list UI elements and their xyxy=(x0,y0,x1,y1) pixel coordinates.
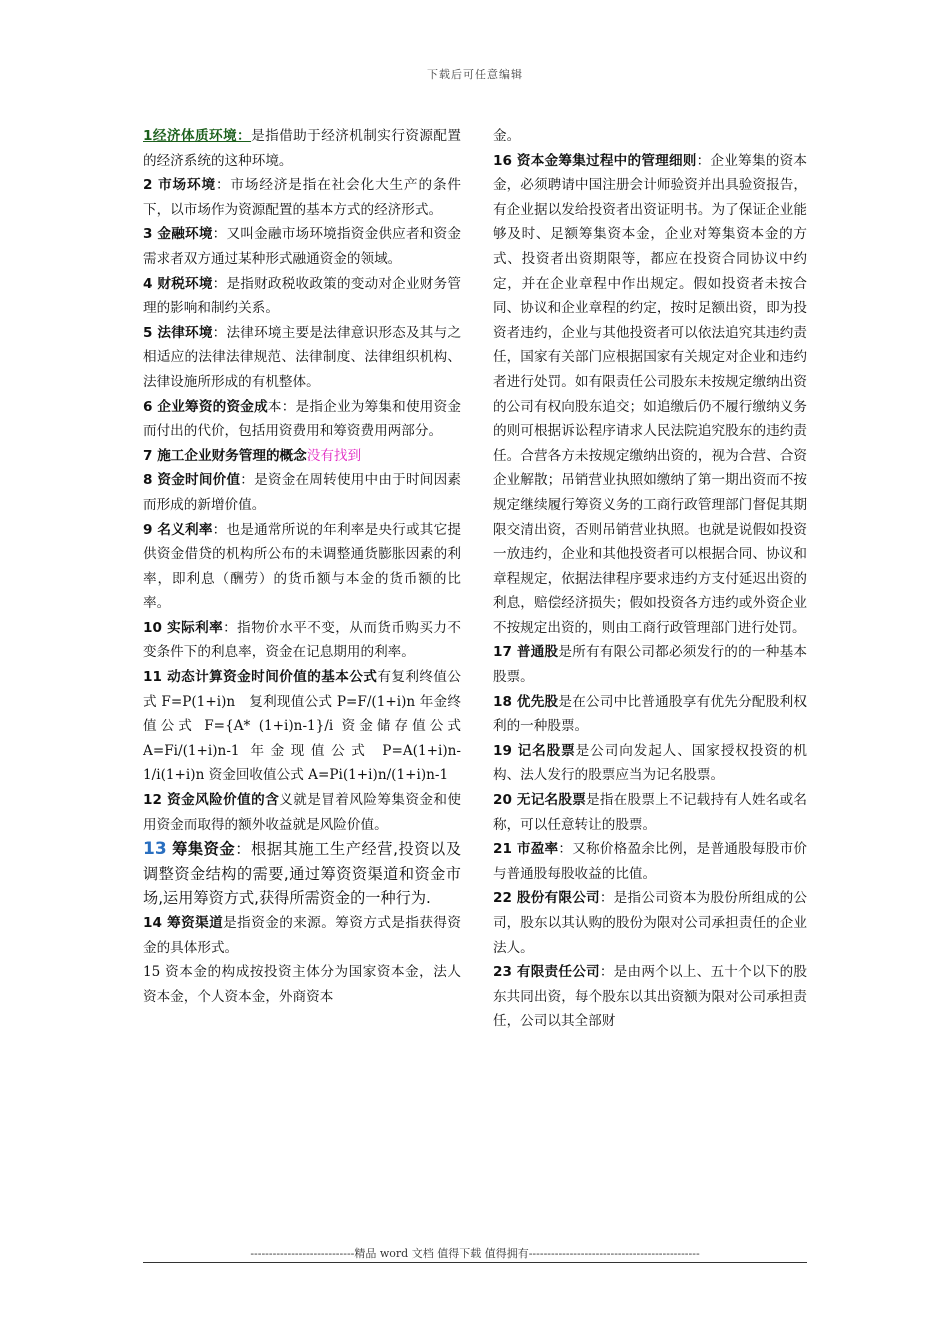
entry-8: 8 资金时间价值：是资金在周转使用中由于时间因素而形成的新增价值。 xyxy=(143,472,462,513)
entry-7-label: 7 施工企业财务管理的概念 xyxy=(143,447,307,464)
entry-21-label: 21 市盈率 xyxy=(493,841,559,858)
entry-22: 22 股份有限公司：是指公司资本为股份所组成的公司，股东以其认购的股份为限对公司承担责任的企业法人。 xyxy=(493,890,808,956)
entry-7 xyxy=(143,444,461,469)
left-column xyxy=(143,124,461,1009)
entry-13-number: 13 xyxy=(143,839,167,860)
entry-7-note: 没有找到 xyxy=(306,447,362,464)
entry-3: 3 金融环境：又叫金融市场环境指资金供应者和资金需求者双方通过某种形式融通资金的领域。 xyxy=(143,226,462,267)
entry-22-label: 22 股份有限公司 xyxy=(493,890,600,907)
footer-divider xyxy=(143,1262,807,1263)
entry-13-label: 筹集资金 xyxy=(172,840,236,859)
entry-10: 10 实际利率：指物价水平不变，从而货币购买力不变条件下的利息率，资金在记息期用的利率。 xyxy=(143,619,462,661)
entry-2-label: 2 市场环境 xyxy=(143,177,216,194)
entry-2: 2 市场环境：市场经济是指在社会化大生产的条件下，以市场作为资源配置的基本方式的经济形式。 xyxy=(143,177,462,218)
entry-18: 18 优先股是在公司中比普通股享有优先分配股利权利的一种股票。 xyxy=(493,693,808,735)
entry-17: 17 普通股是所有有限公司都必须发行的的一种基本股票。 xyxy=(493,644,808,686)
entry-5-label: 5 法律环境 xyxy=(143,324,213,341)
entry-16-label: 16 资本金筹集过程中的管理细则 xyxy=(493,152,697,169)
entry-9-label: 9 名义利率 xyxy=(143,521,213,538)
page-header: 下载后可任意编辑 xyxy=(427,68,523,81)
entry-4-label: 4 财税环境 xyxy=(143,275,213,292)
entry-19-label: 19 记名股票 xyxy=(493,742,576,759)
entry-1: 1经济体质环境：是指借助于经济机制实行资源配置的经济系统的这种环境。 xyxy=(143,128,462,169)
entry-14: 14 筹资渠道是指资金的来源。筹资方式是指获得资金的具体形式。 xyxy=(143,915,462,956)
entry-20-label: 20 无记名股票 xyxy=(493,792,587,809)
entry-12-label: 12 资金风险价值的含 xyxy=(143,792,280,809)
entry-17-label: 17 普通股 xyxy=(493,644,559,661)
entry-6: 6 企业筹资的资金成本：是指企业为筹集和使用资金而付出的代价，包括用资费用和筹资费用两部分。 xyxy=(143,398,462,440)
entry-20: 20 无记名股票是指在股票上不记载持有人姓名或名称，可以任意转让的股票。 xyxy=(493,792,808,833)
entry-11-label: 11 动态计算资金时间价值的基本公式 xyxy=(143,669,378,686)
entry-12: 12 资金风险价值的含义就是冒着风险筹集资金和使用资金而取得的额外收益就是风险价值。 xyxy=(143,792,462,833)
entry-19: 19 记名股票是公司向发起人、国家授权投资的机构、法人发行的股票应当为记名股票。 xyxy=(493,742,808,784)
entry-1-label: 1经济体质环境： xyxy=(143,128,252,144)
right-column xyxy=(493,124,807,1034)
entry-5: 5 法律环境：法律环境主要是法律意识形态及其与之相适应的法律法律规范、法律制度、法律组织机构、法律设施所形成的有机整体。 xyxy=(143,324,462,390)
entry-15: 15 资本金的构成按投资主体分为国家资本金，法人资本金，个人资本金，外商资本 xyxy=(143,964,461,1005)
entry-3-label: 3 金融环境 xyxy=(143,226,213,243)
entry-16: 16 资本金筹集过程中的管理细则：企业筹集的资本金，必须聘请中国注册会计师验资并出具验资报告，有企业据以发给投资者出资证明书。为了保证企业能够及时、足额筹集资本金，企业对筹集资本金的方式、投资者出资期限等，都应在投资合同协议中约定，并在企业章程中作出规定。假如投资者未按合同、协议和企业章程的约定，按时足额出资，即为投资者违约，企业与其他投资者可以依法追究其违约责任，国家有关部门应根据国家有关规定对企业和违约者进行处罚。如有限责任公司股东未按规定缴纳出资的公司有权向股东追交；如追缴后仍不履行缴纳义务的则可根据诉讼程序请求人民法院追究股东的违约责任。合营各方未按规定缴纳出资的，视为合营、合资企业解散；吊销营业执照如缴纳了第一期出资而不按规定继续履行筹资义务的工商行政管理部门督促其期限交清出资，否则吊销营业执照。也就是说假如投资一放违约，企业和其他投资者可以根据合同、协议和章程规定，依据法律程序要求违约方支付延迟出资的利息，赔偿经济损失；假如投资各方违约或外资企业不按规定出资的，则由工商行政管理部门进行处罚。 xyxy=(493,152,808,636)
entry-13: 13 筹集资金：根据其施工生产经营,投资以及调整资金结构的需要,通过筹资资渠道和资金市场,运用筹资方式,获得所需资金的一种行为. xyxy=(143,839,462,908)
entry-18-label: 18 优先股 xyxy=(493,693,559,710)
entry-9: 9 名义利率：也是通常所说的年利率是央行或其它提供资金借贷的机构所公布的未调整通货膨胀因素的利率，即利息（酬劳）的货币额与本金的货币额的比率。 xyxy=(143,521,462,612)
entry-14-label: 14 筹资渠道 xyxy=(143,915,224,931)
entry-6-label: 6 企业筹资的资金成 xyxy=(143,398,268,415)
page-footer: ----------------------------精品 word 文档 值得下载 值得拥有---------------------------------------------- xyxy=(250,1247,700,1260)
entry-23-label: 23 有限责任公司 xyxy=(493,964,600,981)
entry-15-continued: 金。 xyxy=(493,128,521,144)
entry-10-label: 10 实际利率 xyxy=(143,619,224,636)
entry-4: 4 财税环境：是指财政税收政策的变动对企业财务管理的影响和制约关系。 xyxy=(143,275,462,317)
entry-11: 11 动态计算资金时间价值的基本公式有复利终值公式 F=P(1+i)n 复利现值公式 P=F/(1+i)n 年金终值公式 F={A* (1+i)n-1}/i 资金储存值公式 A=Fi/(1+i)n-1 年金现值公式 P=A(1+i)n-1/i(1+i)n 资金回收值公式 A=Pi(1+i)n/(1+i)n-1 xyxy=(143,669,462,784)
entry-21: 21 市盈率：又称价格盈余比例，是普通股每股市价与普通股每股收益的比值。 xyxy=(493,841,808,882)
entry-23: 23 有限责任公司：是由两个以上、五十个以下的股东共同出资，每个股东以其出资额为限对公司承担责任，公司以其全部财 xyxy=(493,964,808,1030)
entry-8-label: 8 资金时间价值 xyxy=(143,472,241,489)
